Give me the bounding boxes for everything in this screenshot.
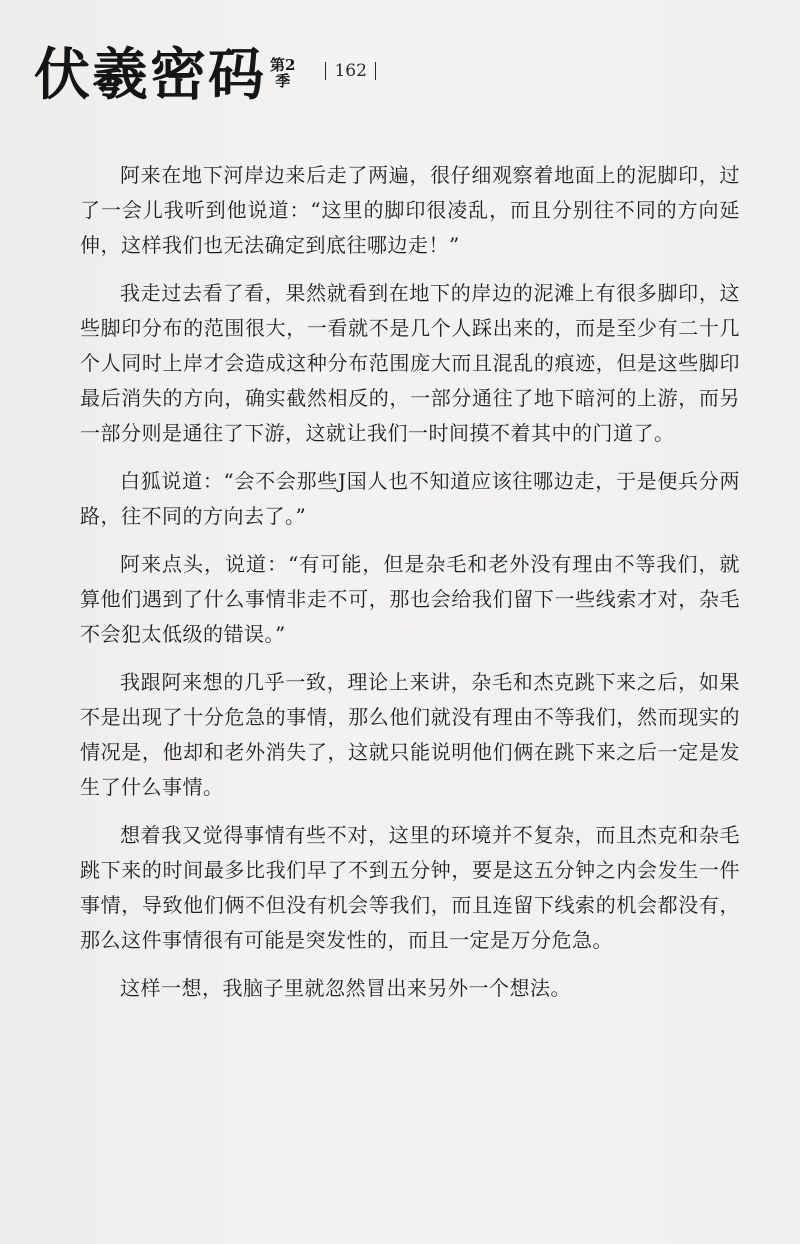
paragraph: 我跟阿来想的几乎一致，理论上来讲，杂毛和杰克跳下来之后，如果不是出现了十分危急的事情，那么他们就没有理由不等我们，然而现实的情况是，他却和老外消失了，这就只能说明他们俩在跳下来之后一定是发生了什么事情。 (80, 670, 740, 799)
paragraph: 白狐说道：“会不会那些J国人也不知道应该往哪边走，于是便兵分两路，往不同的方向去了。” (80, 469, 740, 528)
paragraph: 阿来点头，说道：“有可能，但是杂毛和老外没有理由不等我们，就算他们遇到了什么事情非走不可，那也会给我们留下一些线索才对，杂毛不会犯太低级的错误。” (80, 552, 740, 646)
season-label-bottom: 季 (275, 71, 291, 90)
season-label-top: 第2 (270, 55, 296, 74)
paragraph: 我走过去看了看，果然就看到在地下的岸边的泥滩上有很多脚印，这些脚印分布的范围很大，一看就不是几个人踩出来的，而是至少有二十几个人同时上岸才会造成这种分布范围庞大而且混乱的痕迹，但是这些脚印最后消失的方向，确实截然相反的，一部分通往了地下暗河的上游，而另一部分则是通往了下游，这就让我们一时间摸不着其中的门道了。 (80, 281, 740, 445)
page-number-box (325, 61, 375, 81)
page-number-right-rule (375, 62, 376, 80)
paragraph: 想着我又觉得事情有些不对，这里的环境并不复杂，而且杰克和杂毛跳下来的时间最多比我们早了不到五分钟，要是这五分钟之内会发生一件事情，导致他们俩不但没有机会等我们，而且连留下线索的机会都没有，那么这件事情很有可能是突发性的，而且一定是万分危急。 (80, 823, 740, 952)
book-title: 伏羲密码 (34, 42, 266, 108)
paragraph: 阿来在地下河岸边来后走了两遍，很仔细观察着地面上的泥脚印，过了一会儿我听到他说道：“这里的脚印很凌乱，而且分别往不同的方向延伸，这样我们也无法确定到底往哪边走！” (80, 163, 740, 257)
page-number-left-rule (325, 62, 326, 80)
page-number: 162 (334, 61, 367, 81)
season-label (270, 55, 296, 90)
page-header (34, 40, 376, 110)
body-text (80, 158, 740, 1019)
paragraph: 这样一想，我脑子里就忽然冒出来另外一个想法。 (120, 976, 571, 1000)
